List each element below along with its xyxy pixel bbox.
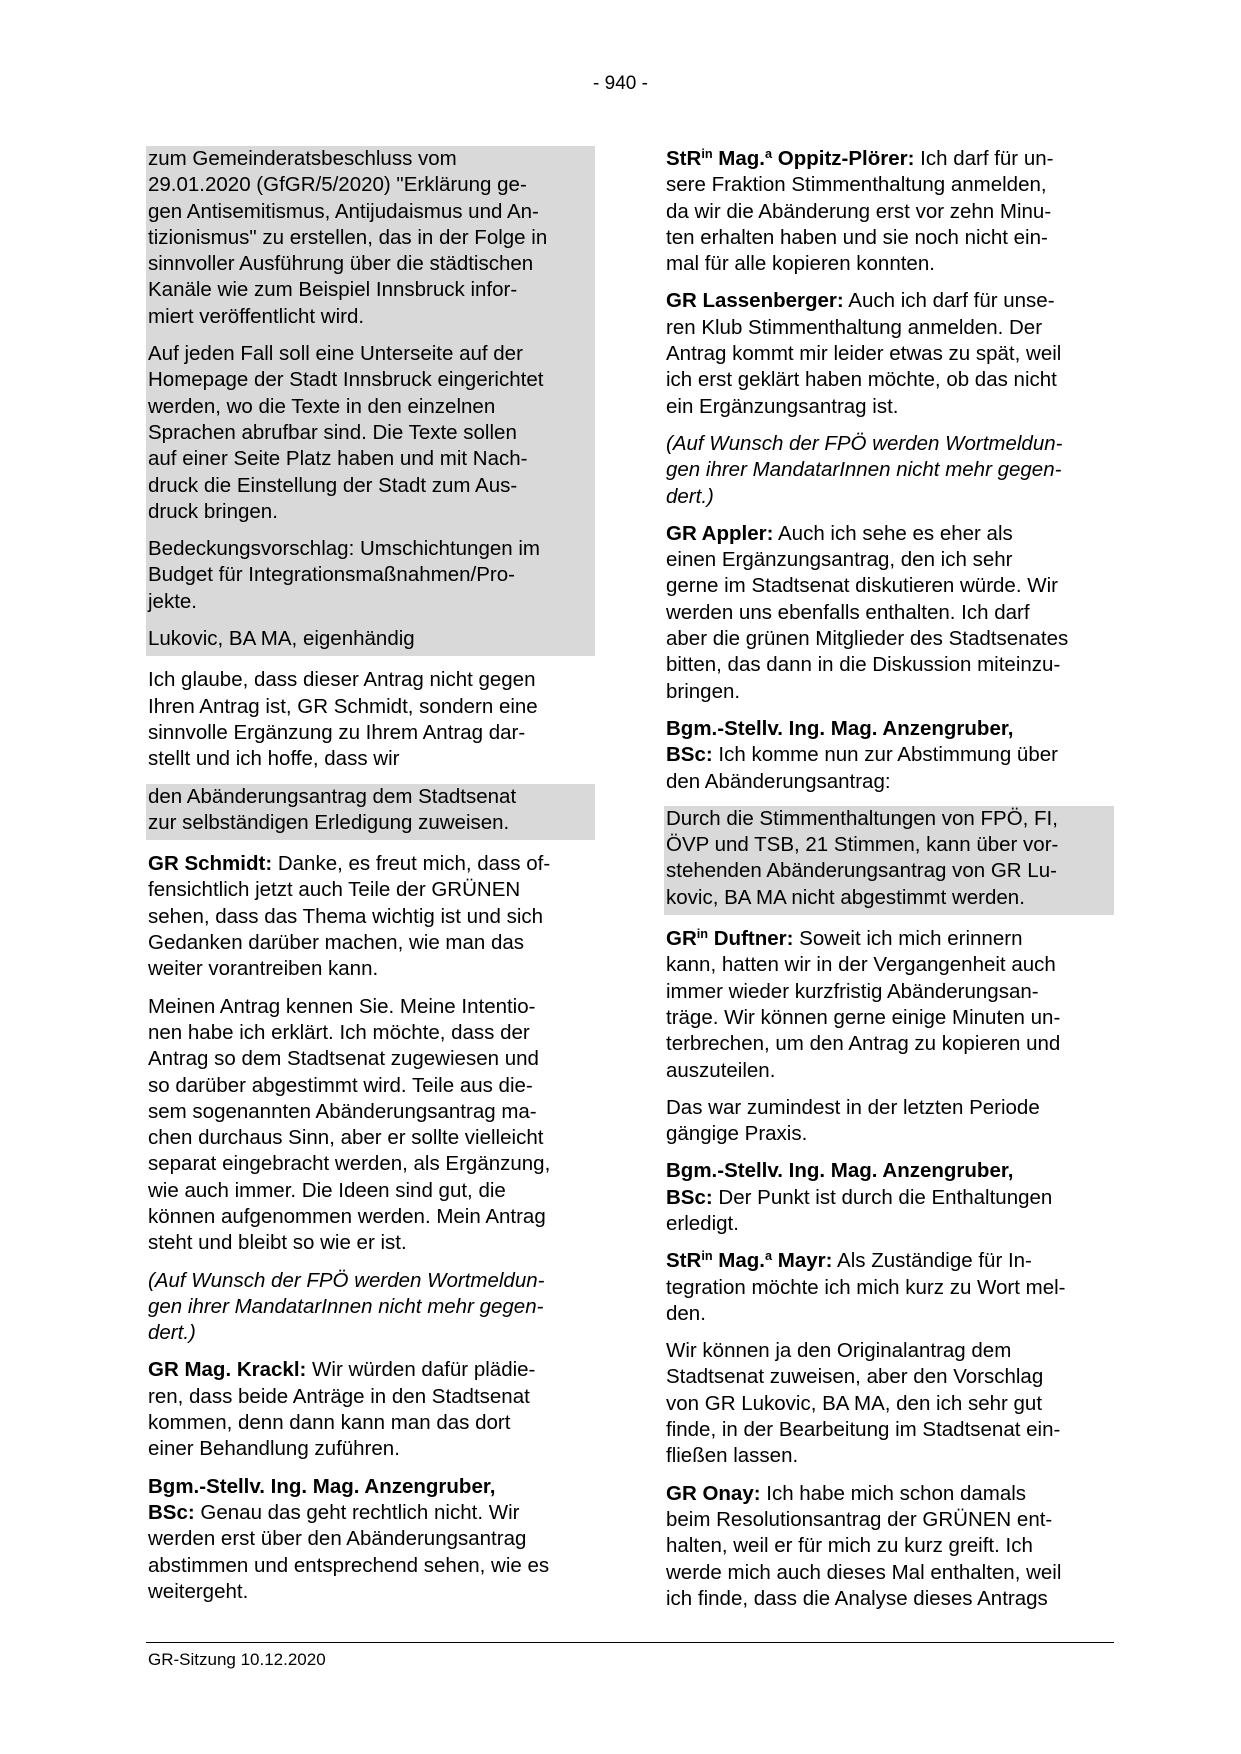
speech-text: Der Punkt ist durch die Enthaltungen erledigt. xyxy=(666,1185,1053,1235)
speech-paragraph xyxy=(146,1357,595,1462)
speaker-surname: Duftner: xyxy=(708,927,794,951)
speech-paragraph xyxy=(664,146,1114,277)
speaker-degree-suffix: a xyxy=(765,1248,773,1264)
vote-result: Durch die Stimmenthaltungen von FPÖ, FI, ÖVP und TSB, 21 Stimmen, kann über vor- stehenden Abänderungsantrag von GR Lu- kovic, BA MA nicht abgestimmt werden. xyxy=(664,806,1114,915)
speech-text: Als Zuständige für In- tegration möchte ich mich kurz zu Wort mel- den. xyxy=(666,1249,1066,1325)
speaker-name xyxy=(666,147,914,170)
speech-text: Genau das geht rechtlich nicht. Wir werden erst über den Abänderungsantrag abstimmen und entsprechend sehen, wie es weitergeht. xyxy=(148,1500,550,1603)
page-number: - 940 - xyxy=(593,73,648,94)
speaker-surname: Oppitz-Plörer: xyxy=(772,147,915,170)
left-column xyxy=(146,146,595,1616)
speaker-name: Bgm.-Stellv. Ing. Mag. Anzengruber, BSc: xyxy=(148,1474,496,1524)
speaker-name: GR Onay: xyxy=(666,1481,761,1505)
signature-line: Lukovic, BA MA, eigenhändig xyxy=(146,626,595,656)
motion-highlight: den Abänderungsantrag dem Stadtsenat zur selbständigen Erledigung zuweisen. xyxy=(146,784,595,841)
speech-paragraph: Das war zumindest in der letzten Periode gängige Praxis. xyxy=(666,1095,1040,1146)
speaker-name: Bgm.-Stellv. Ing. Mag. Anzengruber, BSc: xyxy=(666,1159,1014,1209)
speech-text: Auch ich darf für unse- ren Klub Stimmenthaltung anmelden. Der Antrag kommt mir leider etwas zu spät, weil ich erst geklärt haben möchte, ob das nicht ein Ergänzungsantrag ist. xyxy=(666,289,1062,418)
speech-text: Soweit ich mich erinnern kann, hatten wir in der Vergangenheit auch immer wieder kurzfristig Abänderungsan- träge. Wir können gerne einige Minuten un- terbrechen, um den Antrag zu kopieren und auszuteilen. xyxy=(666,927,1061,1082)
speaker-name: GR Mag. Krackl: xyxy=(148,1358,307,1382)
speaker-name: GR Schmidt: xyxy=(148,852,273,876)
speaker-name xyxy=(666,927,793,950)
speaker-degree: Mag. xyxy=(712,147,766,170)
speaker-name: Bgm.-Stellv. Ing. Mag. Anzengruber, BSc: xyxy=(666,716,1014,767)
speaker-title: GR xyxy=(666,927,697,951)
speech-paragraph xyxy=(664,521,1114,705)
motion-text-paragraph: zum Gemeinderatsbeschluss vom 29.01.2020 (GfGR/5/2020) "Erklärung ge- gen Antisemitismus, Antijudaismus und An- tizionismus" zu erstellen, das in der Folge in sinnvoller Ausführung über die städtischen Kanäle wie zum Beispiel Innsbruck infor- miert veröffentlicht wird. xyxy=(146,146,595,341)
coverage-proposal: Bedeckungsvorschlag: Umschichtungen im Budget für Integrationsmaßnahmen/Pro- jekte. xyxy=(146,536,595,626)
speech-text: Auch ich sehe es eher als einen Ergänzungsantrag, den ich sehr gerne im Stadtsenat diskutieren würde. Wir werden uns ebenfalls enthalten. Ich darf aber die grünen Mitglieder des Stadtsenates bitten, das dann in die Diskussion miteinzu- bringen. xyxy=(666,521,1069,703)
motion-text-paragraph: Auf jeden Fall soll eine Unterseite auf der Homepage der Stadt Innsbruck eingerichtet werden, wo die Texte in den einzelnen Sprachen abrufbar sind. Die Texte sollen auf einer Seite Platz haben und mit Nach- druck die Einstellung der Stadt zum Aus- druck bringen. xyxy=(146,341,595,536)
speaker-title-suffix: in xyxy=(701,146,713,162)
speaker-title-suffix: in xyxy=(696,926,709,942)
speech-paragraph xyxy=(664,1158,1114,1237)
speech-text: Wir würden dafür plädie- ren, dass beide Anträge in den Stadtsenat kommen, denn dann kann man das dort einer Behandlung zuführen. xyxy=(148,1358,536,1461)
speaker-degree-suffix: a xyxy=(765,146,773,162)
speech-paragraph xyxy=(146,1474,595,1605)
speaker-surname: Mayr: xyxy=(772,1249,833,1273)
speech-paragraph xyxy=(664,288,1114,419)
editorial-note: (Auf Wunsch der FPÖ werden Wortmeldun- gen ihrer MandatarInnen nicht mehr gegen- dert.) xyxy=(666,431,1063,508)
speech-paragraph: Ich glaube, dass dieser Antrag nicht gegen Ihren Antrag ist, GR Schmidt, sondern eine sinnvolle Ergänzung zu Ihrem Antrag dar- stellt und ich hoffe, dass wir xyxy=(148,668,538,771)
speech-paragraph xyxy=(664,716,1114,795)
speaker-title-suffix: in xyxy=(701,1248,713,1264)
speech-paragraph xyxy=(664,1481,1114,1612)
speech-paragraph xyxy=(664,1248,1114,1327)
speech-text: Danke, es freut mich, dass of- fensichtlich jetzt auch Teile der GRÜNEN sehen, dass das Thema wichtig ist und sich Gedanken darüber machen, wie man das weiter vorantreiben kann. xyxy=(148,852,551,981)
speech-paragraph: Meinen Antrag kennen Sie. Meine Intentio- nen habe ich erklärt. Ich möchte, dass der Antrag so dem Stadtsenat zugewiesen und so darüber abgestimmt wird. Teile aus die- sem sogenannten Abänderungsantrag ma- chen durchaus Sinn, aber er sollte vielleicht separat eingebracht werden, als Ergänzung, wie auch immer. Die Ideen sind gut, die können aufgenommen werden. Mein Antrag steht und bleibt so wie er ist. xyxy=(148,994,551,1255)
footer-divider xyxy=(146,1642,1114,1643)
speech-paragraph: Wir können ja den Originalantrag dem Stadtsenat zuweisen, aber den Vorschlag von GR Lukovic, BA MA, den ich sehr gut finde, in der Bearbeitung im Stadtsenat ein- fließen lassen. xyxy=(666,1339,1061,1468)
speech-paragraph xyxy=(664,926,1114,1084)
right-column xyxy=(664,146,1114,1623)
speech-text: Ich habe mich schon damals beim Resolutionsantrag der GRÜNEN ent- halten, weil er für mich zu kurz greift. Ich werde mich auch dieses Mal enthalten, weil ich finde, dass die Analyse dieses Antrags xyxy=(666,1481,1062,1610)
speaker-title: StR xyxy=(666,1249,702,1273)
editorial-note: (Auf Wunsch der FPÖ werden Wortmeldun- gen ihrer MandatarInnen nicht mehr gegen- dert.) xyxy=(148,1268,545,1345)
speech-text: Ich komme nun zur Abstimmung über den Abänderungsantrag: xyxy=(666,743,1058,793)
speech-text: Ich darf für un- sere Fraktion Stimmenthaltung anmelden, da wir die Abänderung erst vor zehn Minu- ten erhalten haben und sie noch nicht ein- mal für alle kopieren konnten. xyxy=(666,147,1054,276)
footer-session-label: GR-Sitzung 10.12.2020 xyxy=(148,1650,326,1669)
speech-paragraph xyxy=(146,851,595,982)
speaker-name xyxy=(666,1249,832,1272)
speaker-degree: Mag. xyxy=(712,1249,766,1273)
speaker-title: StR xyxy=(666,147,702,170)
speaker-name: GR Lassenberger: xyxy=(666,289,844,313)
speaker-name: GR Appler: xyxy=(666,521,774,545)
